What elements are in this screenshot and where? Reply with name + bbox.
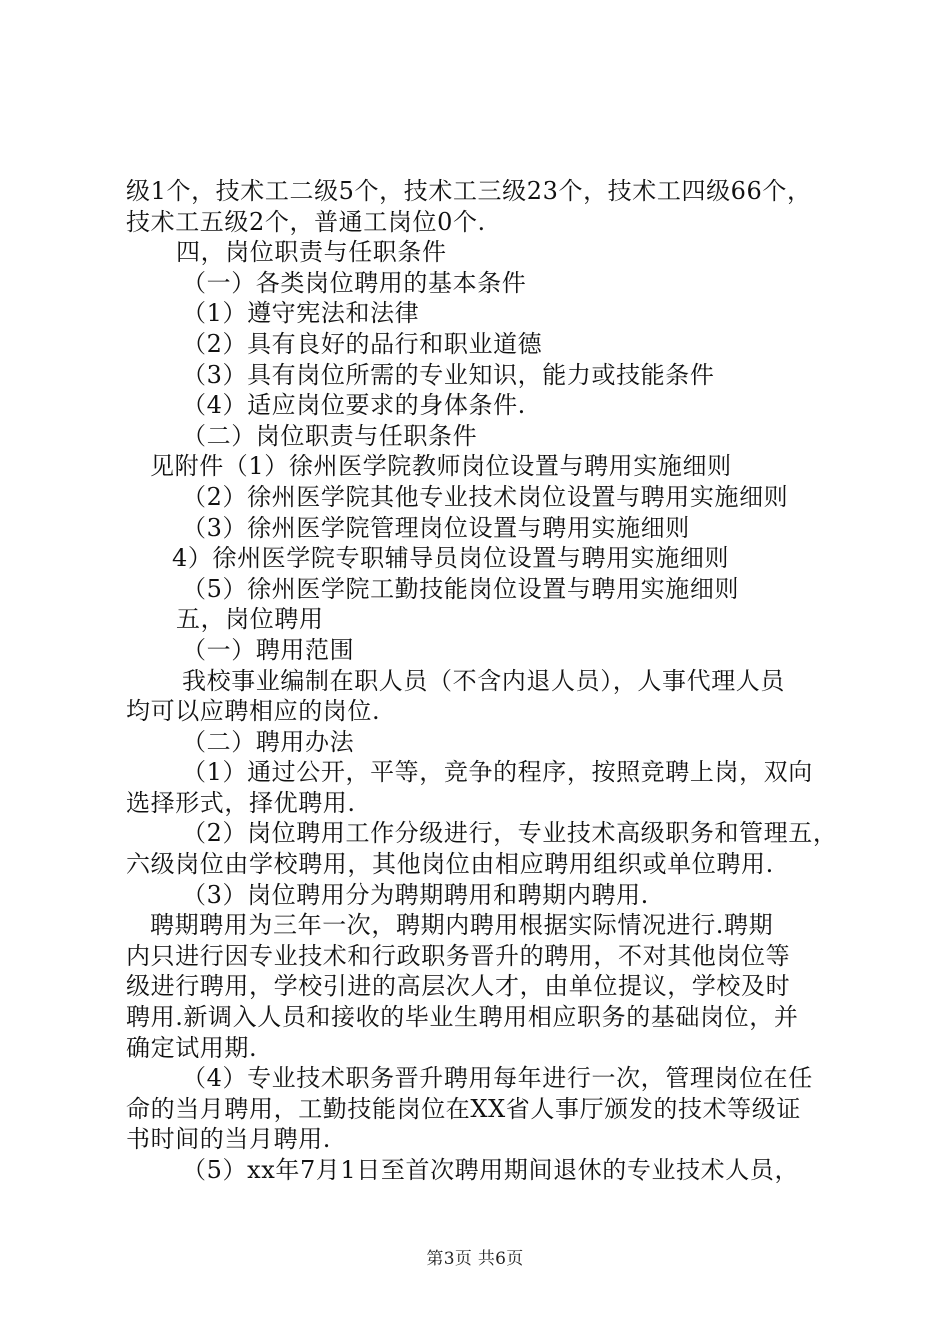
paragraph-line: 命的当月聘用，工勤技能岗位在XX省人事厅颁发的技术等级证 bbox=[126, 1094, 801, 1123]
paragraph-line: 内只进行因专业技术和行政职务晋升的聘用，不对其他岗位等 bbox=[126, 941, 791, 970]
paragraph-line: 六级岗位由学校聘用，其他岗位由相应聘用组织或单位聘用. bbox=[126, 850, 774, 879]
list-item: 见附件（1）徐州医学院教师岗位设置与聘用实施细则 bbox=[150, 452, 732, 481]
list-item: （3）徐州医学院管理岗位设置与聘用实施细则 bbox=[182, 513, 690, 542]
paragraph-line: 选择形式，择优聘用. bbox=[126, 788, 356, 817]
text-line: 技术工五级2个，普通工岗位0个. bbox=[126, 207, 486, 236]
list-item: （4）适应岗位要求的身体条件. bbox=[182, 391, 526, 420]
section-heading: 四，岗位职责与任职条件 bbox=[176, 238, 447, 267]
paragraph-line: 我校事业编制在职人员（不含内退人员），人事代理人员 bbox=[182, 666, 785, 695]
document-body bbox=[126, 176, 846, 1186]
section-heading: 五，岗位聘用 bbox=[176, 605, 324, 634]
paragraph-line: （4）专业技术职务晋升聘用每年进行一次，管理岗位在任 bbox=[182, 1064, 813, 1093]
list-item: （3）具有岗位所需的专业知识，能力或技能条件 bbox=[182, 360, 715, 389]
paragraph-line: 书时间的当月聘用. bbox=[126, 1125, 332, 1154]
subsection-heading: （二）聘用办法 bbox=[182, 727, 355, 756]
subsection-heading: （二）岗位职责与任职条件 bbox=[182, 421, 478, 450]
list-item: （2）具有良好的品行和职业道德 bbox=[182, 329, 543, 358]
list-item: （5）徐州医学院工勤技能岗位设置与聘用实施细则 bbox=[182, 574, 740, 603]
paragraph-line: 确定试用期. bbox=[126, 1033, 258, 1062]
subsection-heading: （一）各类岗位聘用的基本条件 bbox=[182, 268, 527, 297]
paragraph-line: 聘期聘用为三年一次，聘期内聘用根据实际情况进行.聘期 bbox=[150, 911, 774, 940]
text-line: 级1个，技术工二级5个，技术工三级23个，技术工四级66个， bbox=[126, 177, 812, 205]
paragraph-line: 级进行聘用，学校引进的高层次人才，由单位提议，学校及时 bbox=[126, 972, 791, 1001]
paragraph-line: （3）岗位聘用分为聘期聘用和聘期内聘用. bbox=[182, 880, 649, 909]
page-number-label: 第3页 共6页 bbox=[426, 1249, 524, 1269]
paragraph-line: （5）xx年7月1日至首次聘用期间退休的专业技术人员， bbox=[182, 1156, 800, 1184]
paragraph-line: （2）岗位聘用工作分级进行，专业技术高级职务和管理五， bbox=[182, 819, 838, 848]
list-item: （1）遵守宪法和法律 bbox=[182, 299, 420, 328]
list-item: 4）徐州医学院专职辅导员岗位设置与聘用实施细则 bbox=[172, 544, 730, 573]
paragraph-line: （1）通过公开，平等，竞争的程序，按照竞聘上岗，双向 bbox=[182, 758, 813, 787]
page-footer bbox=[0, 1244, 950, 1269]
list-item: （2）徐州医学院其他专业技术岗位设置与聘用实施细则 bbox=[182, 482, 789, 511]
paragraph-line: 均可以应聘相应的岗位. bbox=[126, 697, 381, 726]
subsection-heading: （一）聘用范围 bbox=[182, 635, 355, 664]
paragraph-line: 聘用.新调入人员和接收的毕业生聘用相应职务的基础岗位，并 bbox=[126, 1003, 799, 1032]
